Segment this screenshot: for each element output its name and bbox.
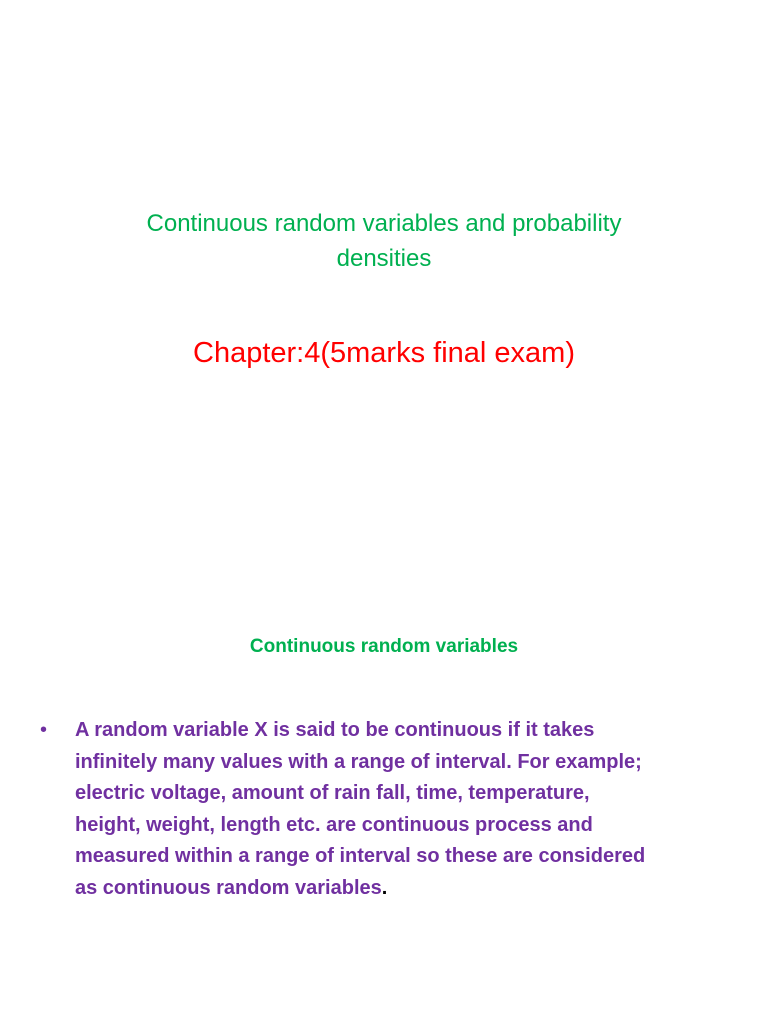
- bullet-end-period: .: [381, 876, 388, 899]
- bullet-line-3: electric voltage, amount of rain fall, time, temperature,: [75, 782, 590, 804]
- bullet-line-6-text: as continuous random variables: [75, 876, 382, 899]
- bullet-line-1: A random variable X is said to be continuous if it takes: [75, 719, 595, 741]
- slide-title-line-1: Continuous random variables and probability: [146, 210, 622, 237]
- bullet-line-5: measured within a range of interval so these are considered: [75, 845, 646, 867]
- bullet-line-4: height, weight, length etc. are continuous process and: [75, 813, 593, 836]
- bullet-line-2: infinitely many values with a range of interval. For example;: [75, 750, 642, 773]
- section-heading: Continuous random variables: [249, 636, 519, 657]
- slide-title-line-2: densities: [336, 245, 432, 272]
- bullet-line-6: [75, 873, 645, 905]
- bullet-marker: •: [40, 719, 48, 741]
- bullet-text: [75, 715, 645, 904]
- chapter-subtitle: Chapter:4(5marks final exam): [193, 337, 575, 369]
- slide-title: [0, 206, 768, 276]
